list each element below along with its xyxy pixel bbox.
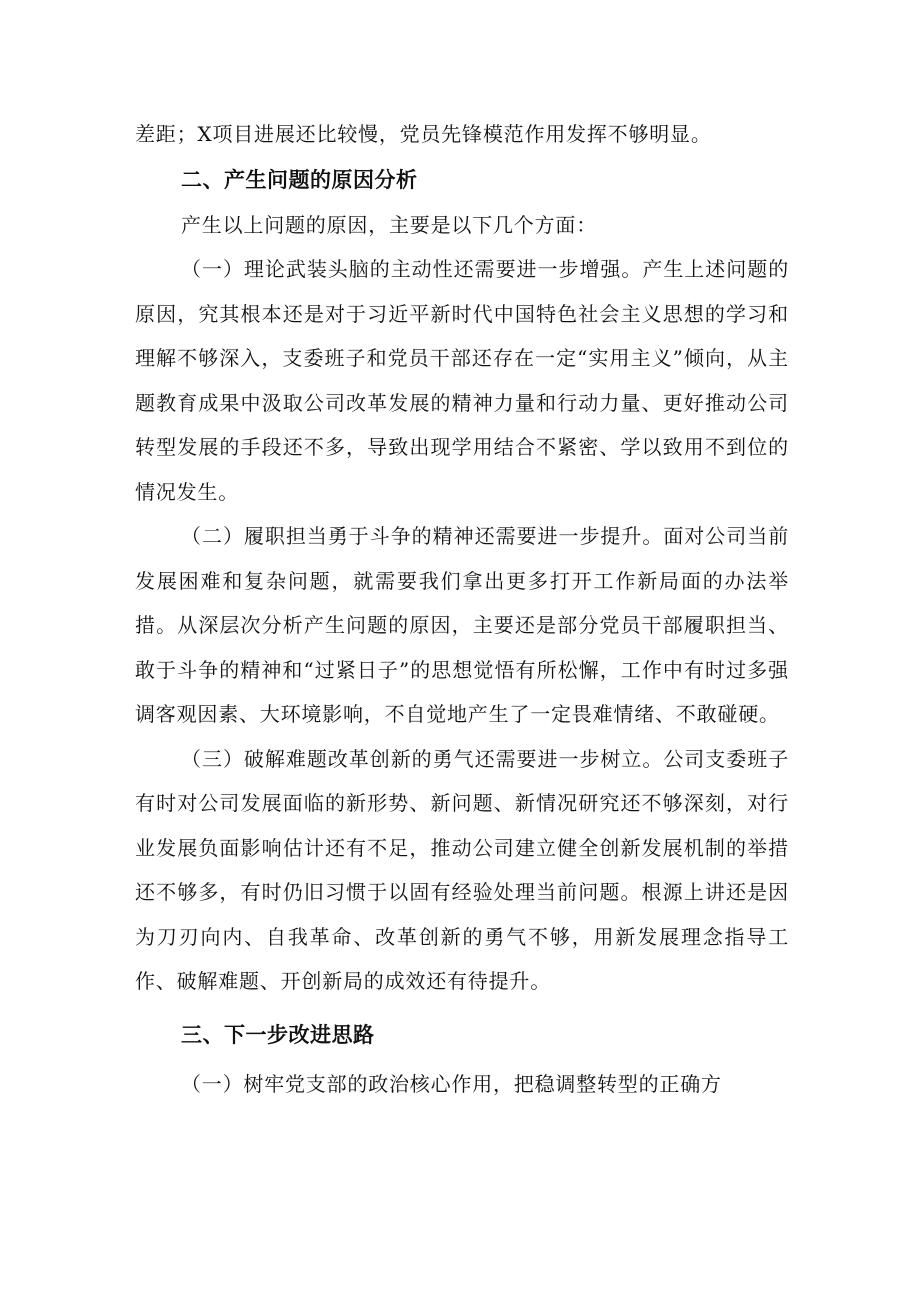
- document-page: [135, 112, 789, 1106]
- paragraph-continued: 差距；X项目进展还比较慢，党员先锋模范作用发挥不够明显。: [135, 122, 712, 146]
- paragraph-reason-2: （二）履职担当勇于斗争的精神还需要进一步提升。面对公司当前发展困难和复杂问题，就需要我们拿出更多打开工作新局面的办法举措。从深层次分析产生问题的原因，主要还是部分党员干部履职担当、敢于斗争的精神和“过紧日子”的思想觉悟有所松懈，工作中有时过多强调客观因素、大环境影响，不自觉地产生了一定畏难情绪、不敢碰硬。: [135, 524, 789, 726]
- paragraph-reason-1: （一）理论武装头脑的主动性还需要进一步增强。产生上述问题的原因，究其根本还是对于习近平新时代中国特色社会主义思想的学习和理解不够深入，支委班子和党员干部还存在一定“实用主义”倾向，从主题教育成果中汲取公司改革发展的精神力量和行动力量、更好推动公司转型发展的手段还不多，导致出现学用结合不紧密、学以致用不到位的情况发生。: [135, 257, 789, 504]
- section-heading-cause-analysis: 二、产生问题的原因分析: [181, 167, 418, 192]
- paragraph-intro: 产生以上问题的原因，主要是以下几个方面：: [181, 212, 597, 237]
- section-heading-next-steps: 三、下一步改进思路: [181, 1022, 375, 1047]
- paragraph-next-1: （一）树牢党支部的政治核心作用，把稳调整转型的正确方: [181, 1071, 722, 1096]
- paragraph-reason-3: （三）破解难题改革创新的勇气还需要进一步树立。公司支委班子有时对公司发展面临的新形势、新问题、新情况研究还不够深刻，对行业发展负面影响估计还有不足，推动公司建立健全创新发展机制的举措还不够多，有时仍旧习惯于以固有经验处理当前问题。根源上讲还是因为刀刃向内、自我革命、改革创新的勇气不够，用新发展理念指导工作、破解难题、开创新局的成效还有待提升。: [135, 746, 789, 993]
